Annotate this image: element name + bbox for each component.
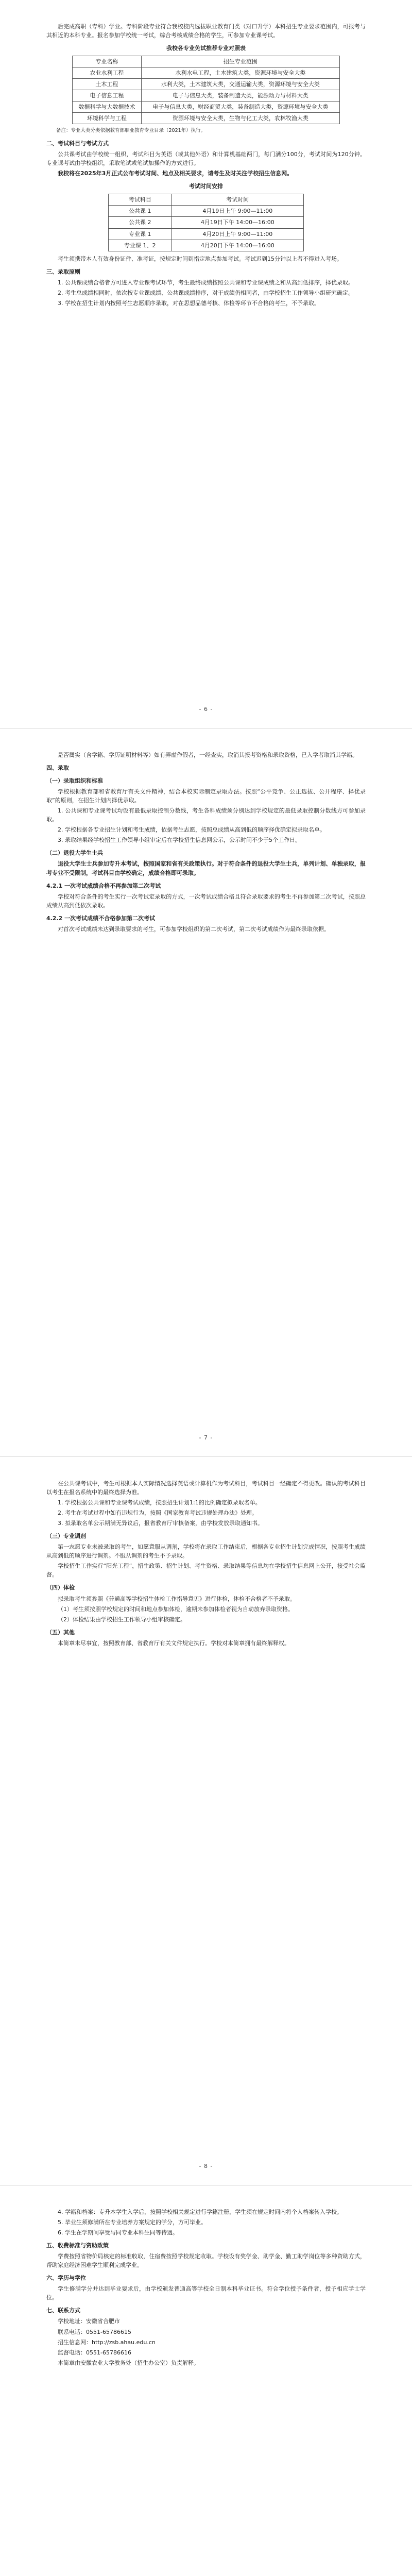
- section-heading: 七、联系方式: [46, 2307, 80, 2314]
- table-cell: 4月19日上午 9:00—11:00: [171, 206, 303, 217]
- table-row: [109, 217, 304, 228]
- paragraph: 考生须携带本人有效身份证件、准考证，按规定时间到指定地点参加考试。考试迟到15分钟以上者不得进入考场。: [58, 255, 342, 262]
- paragraph: 我校将在2025年3月正式公布考试时间、地点及相关要求，请考生及时关注学校招生信息网。: [58, 170, 293, 177]
- paragraph: 3. 学校在招生计划内按照考生志愿顺序录取，对在思想品德考核、体检等环节不合格的考生，不予录取。: [58, 299, 320, 307]
- paragraph: 公共课考试由学校统一组织，考试科目为英语（或其他外语）和计算机基础两门，每门满分100分，考试时间为120分钟。专业课考试由学校组织，采取笔试或笔试加操作的方式进行。: [46, 151, 366, 167]
- paragraph: 3. 拟录取名单公示期满无异议后，报省教育厅审核备案，由学校发放录取通知书。: [58, 1520, 263, 1527]
- paragraph: 本简章由安徽农业大学教务处（招生办公室）负责解释。: [58, 2359, 199, 2366]
- table-row: [73, 101, 340, 113]
- table-row: [109, 228, 304, 240]
- table-cell: 4月20日下午 14:00—16:00: [171, 240, 303, 251]
- paragraph: 学费按照省物价局核定的标准收取，住宿费按照学校规定收取。学校设有奖学金、助学金、勤工助学岗位等多种资助方式，帮助家庭经济困难学生顺利完成学业。: [46, 2253, 366, 2269]
- paragraph: 4. 学籍和档案：专升本学生入学后，按照学校相关规定进行学籍注册，学生须在规定时间内将个人档案转入学校。: [58, 2209, 342, 2215]
- contact-supervision-phone: 监督电话：0551-65786616: [58, 2349, 131, 2356]
- subsection-heading: （三）专业调剂: [46, 1533, 86, 1540]
- table-row: [109, 240, 304, 251]
- table-cell: 公共课 1: [109, 206, 172, 217]
- subsection-heading: 4.2.2 一次考试成绩不合格参加第二次考试: [46, 914, 156, 922]
- paragraph: 5. 毕业生须修满所在专业培养方案规定的学分，方可毕业。: [58, 2219, 207, 2226]
- paragraph: 本简章未尽事宜，按照教育部、省教育厅有关文件规定执行。学校对本简章拥有最终解释权。: [58, 1639, 290, 1647]
- intro-paragraph: 后完成高职（专科）学业。专科阶段专业符合我校校内选拔职业教育门类（对口升学）本科招生专业要求范围内，可报考与其相近的本科专业。报名参加学校统一考试，综合考核成绩合格的学生，可参加专业课考试。: [46, 23, 366, 39]
- table-cell: 环境科学与工程: [73, 113, 142, 124]
- table-cell: 数据科学与大数据技术: [73, 101, 142, 113]
- major-table: [72, 56, 340, 124]
- schedule-table-title: 考试时间安排: [189, 183, 223, 190]
- major-table-title: 我校各专业免试推荐专业对照表: [166, 45, 246, 52]
- table-cell: 水利水电工程，土木建筑大类，资源环境与安全大类: [141, 67, 339, 79]
- section-heading: 六、学历与学位: [46, 2275, 86, 2282]
- contact-phone: 联系电话：0551-65786615: [58, 2328, 131, 2335]
- table-cell: 公共课 2: [109, 217, 172, 228]
- table-cell: 专业课 1、2: [109, 240, 172, 251]
- table-cell: 农业水利工程: [73, 67, 142, 79]
- schedule-table: [108, 194, 304, 251]
- table-cell: 电子信息工程: [73, 90, 142, 101]
- paragraph: 2. 考生总成绩相同时，依次按专业课成绩、公共课成绩排序，对于成绩仍相同者，由学校招生工作领导小组研究确定。: [58, 289, 354, 296]
- document-page-1: [0, 0, 412, 728]
- subsection-heading: 4.2.1 一次考试成绩合格不再参加第二次考试: [46, 882, 161, 889]
- page-number: - 6 -: [199, 705, 213, 713]
- paragraph: 拟录取考生须参照《普通高等学校招生体检工作指导意见》进行体检，体检不合格者不予录取。: [58, 1595, 296, 1602]
- subsection-heading: （二）退役大学生士兵: [46, 850, 103, 857]
- paragraph: 退役大学生士兵参加专升本考试，按照国家和省有关政策执行。对于符合条件的退役大学生士兵，单列计划、单独录取，报考专业不受限制，考试科目由学校确定，成绩合格即可录取。: [46, 860, 366, 876]
- paragraph: 6. 学生在学期间享受与同专业本科生同等待遇。: [58, 2229, 178, 2236]
- table-cell: 4月19日下午 14:00—16:00: [171, 217, 303, 228]
- major-table-header-cell: 专业名称: [73, 56, 142, 67]
- table-cell: 土木工程: [73, 79, 142, 90]
- schedule-table-header: [109, 194, 304, 206]
- table-row: [73, 79, 340, 90]
- contact-website-link[interactable]: 招生信息网：http://zsb.ahau.edu.cn: [58, 2338, 156, 2346]
- paragraph: 是否属实（含学籍、学历证明材料等）如有弄虚作假者，一经查实，取消其报考资格和录取资格，已入学者取消其学籍。: [58, 752, 358, 758]
- paragraph: 学校招生工作实行“阳光工程”，招生政策、招生计划、考生资格、录取结果等信息均在学校招生信息网上公开，接受社会监督。: [46, 1563, 366, 1579]
- schedule-table-header-cell: 考试科目: [109, 194, 172, 206]
- subsection-heading: （五）其他: [46, 1629, 75, 1636]
- paragraph: 2. 考生在考试过程中如有违规行为，按照《国家教育考试违规处理办法》处理。: [58, 1510, 258, 1517]
- table-cell: 专业课 1: [109, 228, 172, 240]
- subsection-heading: （一）录取组织和标准: [46, 777, 103, 785]
- paragraph: （1）考生须按照学校规定的时间和地点参加体检，逾期未参加体检者视为自动放弃录取资格。: [58, 1605, 294, 1613]
- major-table-note: 备注：专业大类分类依据教育部职业教育专业目录（2021年）执行。: [56, 128, 206, 134]
- table-row: [109, 206, 304, 217]
- paragraph: 1. 公共课和专业课考试均设有最低录取控制分数线，考生各科成绩须分别达到学校规定的最低录取控制分数线方可参加录取。: [46, 807, 366, 823]
- paragraph: （2）体检结果由学校招生工作领导小组审核确定。: [58, 1616, 186, 1623]
- section-heading: 二、考试科目与考试方式: [46, 140, 109, 147]
- table-cell: 电子与信息大类，财经商贸大类，装备制造大类，资源环境与安全大类: [141, 101, 339, 113]
- major-table-header-cell: 招生专业范围: [141, 56, 339, 67]
- contact-address: 学校地址：安徽省合肥市: [58, 2318, 120, 2325]
- paragraph: 1. 公共课成绩合格者方可进入专业课考试环节，考生最终成绩按照公共课和专业课成绩之和从高到低排序，择优录取。: [58, 279, 354, 286]
- document-page-3: [0, 1457, 412, 2185]
- table-row: [73, 113, 340, 124]
- section-heading: 三、录取原则: [46, 268, 80, 275]
- table-row: [73, 67, 340, 79]
- section-heading: 四、录取: [46, 765, 69, 772]
- table-row: [73, 90, 340, 101]
- paragraph: 2. 学校根据各专业招生计划和考生成绩，依据考生志愿，按照总成绩从高到低的顺序择优确定拟录取名单。: [58, 826, 325, 834]
- page-number: - 7 -: [199, 1434, 213, 1441]
- table-cell: 资源环境与安全大类，生物与化工大类，农林牧渔大类: [141, 113, 339, 124]
- table-cell: 4月20日上午 9:00—11:00: [171, 228, 303, 240]
- page-number: - 8 -: [199, 2162, 213, 2170]
- table-cell: 电子与信息大类，装备制造大类，能源动力与材料大类: [141, 90, 339, 101]
- document-page-2: [0, 728, 412, 1457]
- paragraph: 对首次考试成绩未达到录取要求的考生，可参加学校组织的第二次考试，第二次考试成绩作为最终录取依据。: [58, 925, 330, 933]
- paragraph: 在公共课考试中，考生可根据本人实际情况选择英语或计算机作为考试科目，考试科目一经确定不得更改。确认的考试科目以考生在报名系统中的最终选择为准。: [46, 1480, 366, 1496]
- schedule-table-header-cell: 考试时间: [171, 194, 303, 206]
- paragraph: 学校根据教育部和省教育厅有关文件精神，结合本校实际制定录取办法。按照“公平竞争、公正选拔、公开程序、择优录取”的原则，在招生计划内择优录取。: [46, 788, 366, 804]
- document-page-4: [0, 2185, 412, 2576]
- major-table-header: [73, 56, 340, 67]
- table-cell: 水利大类，土木建筑大类，交通运输大类，资源环境与安全大类: [141, 79, 339, 90]
- paragraph: 学校对符合条件的考生实行一次考试定录取的方式，一次考试成绩合格且符合录取要求的考生不再参加第二次考试，按照总成绩从高到低依次录取。: [46, 893, 366, 909]
- paragraph: 第一志愿专业未被录取的考生，如愿意服从调剂，学校将在录取工作结束后，根据各专业招生计划完成情况，按照考生成绩从高到低的顺序进行调剂。不服从调剂的考生不予录取。: [46, 1544, 366, 1560]
- paragraph: 学生修满学分并达到毕业要求后，由学校颁发普通高等学校全日制本科毕业证书。符合学位授予条件者，授予相应学士学位。: [46, 2285, 366, 2301]
- paragraph: 1. 学校根据公共课和专业课考试成绩，按照招生计划1:1的比例确定拟录取名单。: [58, 1499, 261, 1506]
- paragraph: 3. 录取结果经学校招生工作领导小组审定后在学校招生信息网公示，公示时间不少于5个工作日。: [58, 837, 301, 844]
- subsection-heading: （四）体检: [46, 1584, 75, 1591]
- section-heading: 五、收费标准与资助政策: [46, 2242, 109, 2249]
